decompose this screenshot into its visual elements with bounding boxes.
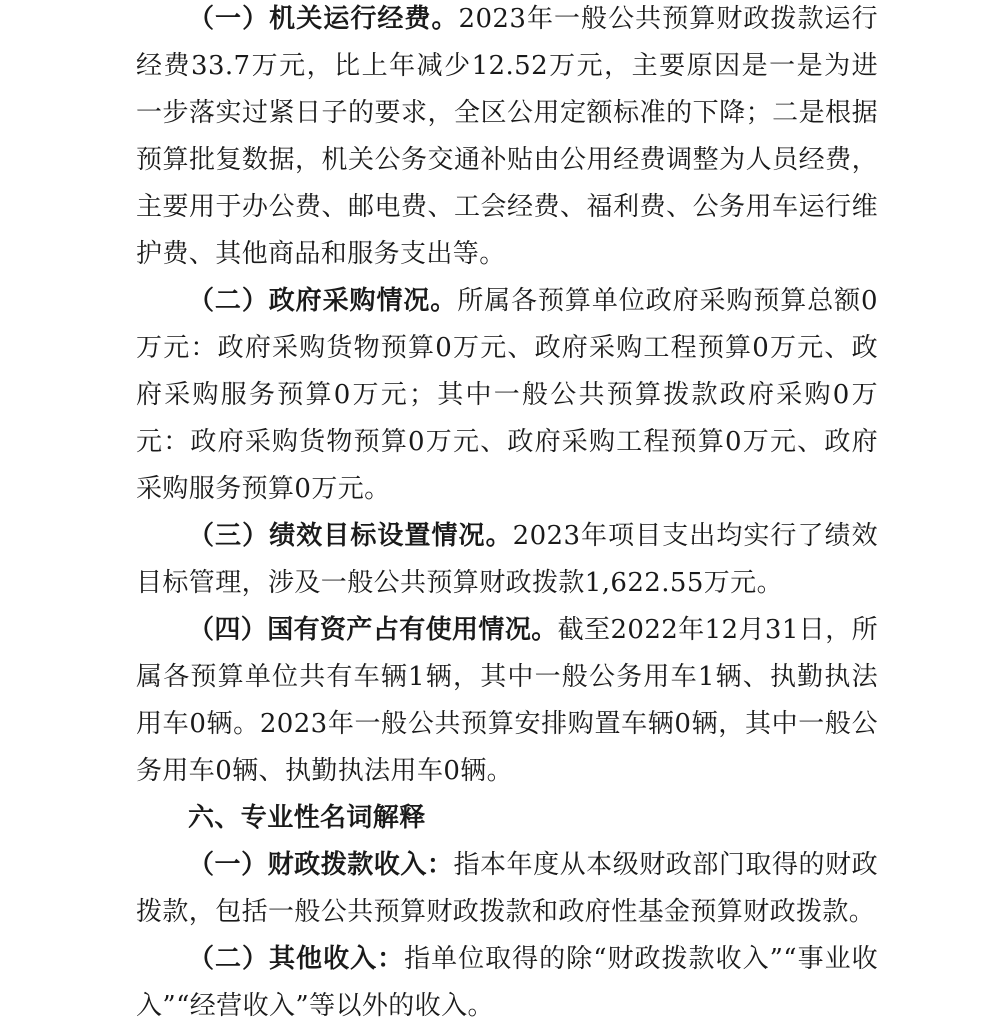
section-heading-terms: 六、专业性名词解释 bbox=[188, 803, 426, 833]
paragraph-text: 指单位取得的除“财政拨款收入”“事业收入”“经营收入”等以外的收入。 bbox=[136, 944, 878, 1021]
paragraph-text: 截至2022年12月31日，所属各预算单位共有车辆1辆，其中一般公务用车1辆、执勤执法用车0辆。2023年一般公共预算安排购置车辆0辆，其中一般公务用车0辆、执勤执法用车0辆。 bbox=[136, 615, 878, 786]
paragraph-text: 2023年项目支出均实行了绩效目标管理，涉及一般公共预算财政拨款1,622.55万元。 bbox=[136, 521, 878, 598]
paragraph-text: 指本年度从本级财政部门取得的财政拨款，包括一般公共预算财政拨款和政府性基金预算财政拨款。 bbox=[136, 850, 878, 927]
paragraph-operating-expenses bbox=[136, 0, 878, 278]
paragraph-lead: （一）财政拨款收入： bbox=[188, 850, 454, 880]
document-page bbox=[136, 0, 878, 1030]
paragraph-lead: （二）其他收入： bbox=[188, 944, 405, 974]
paragraph-text: 2023年一般公共预算财政拨款运行经费33.7万元，比上年减少12.52万元，主要原因是一是为进一步落实过紧日子的要求，全区公用定额标准的下降；二是根据预算批复数据，机关公务交通补贴由公用经费调整为人员经费，主要用于办公费、邮电费、工会经费、福利费、公务用车运行维护费、其他商品和服务支出等。 bbox=[136, 4, 878, 269]
paragraph-state-assets bbox=[136, 607, 878, 795]
paragraph-lead: （一）机关运行经费。 bbox=[188, 4, 459, 34]
paragraph-term-fiscal-appropriation bbox=[136, 842, 878, 936]
paragraph-lead: （四）国有资产占有使用情况。 bbox=[188, 615, 558, 645]
paragraph-lead: （三）绩效目标设置情况。 bbox=[188, 521, 513, 551]
paragraph-term-other-income bbox=[136, 936, 878, 1030]
paragraph-performance-targets bbox=[136, 513, 878, 607]
paragraph-government-procurement bbox=[136, 278, 878, 513]
paragraph-text: 所属各预算单位政府采购预算总额0万元：政府采购货物预算0万元、政府采购工程预算0万元、政府采购服务预算0万元；其中一般公共预算拨款政府采购0万元：政府采购货物预算0万元、政府采购工程预算0万元、政府采购服务预算0万元。 bbox=[136, 286, 878, 504]
paragraph-lead: （二）政府采购情况。 bbox=[188, 286, 458, 316]
